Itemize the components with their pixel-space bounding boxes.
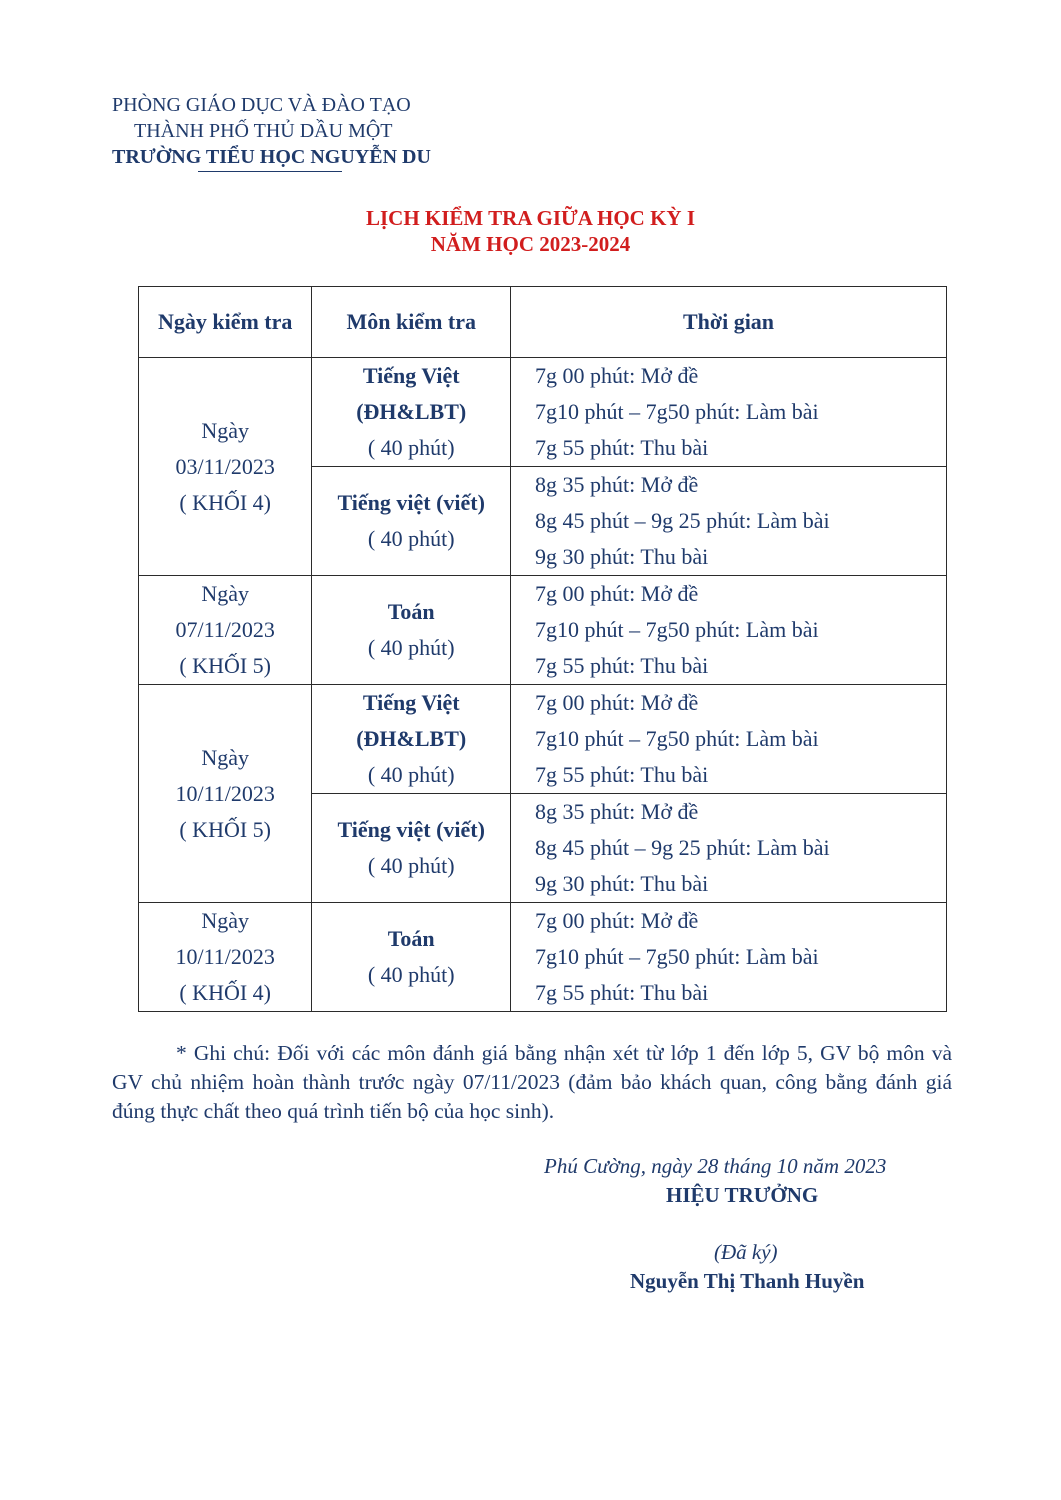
exam-date-line: 10/11/2023 <box>175 780 275 806</box>
subject-name: Tiếng Việt <box>362 363 460 388</box>
subject-duration: ( 40 phút) <box>367 853 455 878</box>
time-line: 7g 00 phút: Mở đề <box>535 690 699 715</box>
subject-duration: ( 40 phút) <box>367 526 455 551</box>
exam-date-line: Ngày <box>201 908 250 933</box>
table-body <box>139 358 947 1012</box>
signed-mark: (Đã ký) <box>714 1240 778 1264</box>
time-line: 7g 00 phút: Mở đề <box>535 363 699 388</box>
header-date: Ngày kiểm tra <box>139 287 312 358</box>
exam-date-cell <box>139 903 312 1012</box>
document-title <box>0 205 1061 257</box>
time-line: 8g 35 phút: Mở đề <box>535 472 699 497</box>
subject-name: Tiếng Việt <box>362 690 460 715</box>
time-line: 8g 45 phút – 9g 25 phút: Làm bài <box>535 835 830 860</box>
time-line: 9g 30 phút: Thu bài <box>535 544 709 569</box>
exam-date-line: ( KHỐI 5) <box>179 816 272 842</box>
header-subject: Môn kiểm tra <box>312 287 511 358</box>
subject-cell <box>312 467 511 576</box>
exam-date-cell <box>139 358 312 576</box>
subject-duration: ( 40 phút) <box>367 762 455 787</box>
time-cell <box>511 576 947 685</box>
time-line: 7g 55 phút: Thu bài <box>535 980 709 1005</box>
time-cell <box>511 903 947 1012</box>
subject-name: Tiếng việt (viết) <box>337 817 485 842</box>
time-line: 7g10 phút – 7g50 phút: Làm bài <box>535 399 819 424</box>
subject-cell <box>312 903 511 1012</box>
exam-date-cell <box>139 576 312 685</box>
exam-schedule-table <box>138 286 947 1012</box>
time-line: 7g10 phút – 7g50 phút: Làm bài <box>535 617 819 642</box>
subject-duration: ( 40 phút) <box>367 635 455 660</box>
subject-name: (ĐH&LBT) <box>356 399 467 424</box>
exam-date-line: Ngày <box>201 581 250 606</box>
time-cell <box>511 685 947 794</box>
time-line: 7g 55 phút: Thu bài <box>535 762 709 787</box>
place-date: Phú Cường, ngày 28 tháng 10 năm 2023 <box>544 1154 887 1178</box>
issuer-header <box>112 92 431 170</box>
header-underline <box>198 171 342 172</box>
city-name: THÀNH PHỐ THỦ DẦU MỘT <box>134 120 393 142</box>
time-line: 7g 00 phút: Mở đề <box>535 908 699 933</box>
exam-date-line: ( KHỐI 4) <box>179 489 272 515</box>
time-line: 7g10 phút – 7g50 phút: Làm bài <box>535 944 819 969</box>
school-name <box>112 144 431 170</box>
subject-name: Toán <box>387 926 435 951</box>
time-line: 7g 55 phút: Thu bài <box>535 653 709 678</box>
exam-date-line: ( KHỐI 5) <box>179 653 272 678</box>
time-line: 7g 00 phút: Mở đề <box>535 581 699 606</box>
subject-duration: ( 40 phút) <box>367 435 455 460</box>
subject-name: Tiếng việt (viết) <box>337 490 485 515</box>
time-cell <box>511 467 947 576</box>
table-row <box>139 903 947 1012</box>
time-cell <box>511 358 947 467</box>
header-time: Thời gian <box>511 287 947 358</box>
subject-name: Toán <box>387 599 435 624</box>
subject-cell <box>312 794 511 903</box>
title-line-1: LỊCH KIỂM TRA GIỮA HỌC KỲ I <box>365 206 696 230</box>
table-row <box>139 576 947 685</box>
exam-date-line: 07/11/2023 <box>175 617 275 642</box>
note-paragraph: * Ghi chú: Đối với các môn đánh giá bằng nhận xét từ lớp 1 đến lớp 5, GV bộ môn và GV chủ nhiệm hoàn thành trước ngày 07/11/2023 (đảm bảo khách quan, công bằng đánh giá đúng thực chất theo quá trình tiến bộ của học sinh). <box>112 1041 952 1123</box>
subject-cell <box>312 358 511 467</box>
subject-cell <box>312 576 511 685</box>
signer-role: HIỆU TRƯỞNG <box>666 1183 819 1207</box>
exam-date-line: Ngày <box>201 417 250 443</box>
table-row <box>139 685 947 794</box>
department-name: PHÒNG GIÁO DỤC VÀ ĐÀO TẠO <box>112 94 411 116</box>
time-cell <box>511 794 947 903</box>
table-row <box>139 358 947 467</box>
school-name-text: TRƯỜNG TIỂU HỌC NGUYỄN DU <box>112 146 431 168</box>
exam-date-cell <box>139 685 312 903</box>
subject-cell <box>312 685 511 794</box>
exam-date-line: Ngày <box>201 744 250 770</box>
subject-name: (ĐH&LBT) <box>356 726 467 751</box>
exam-date-line: 10/11/2023 <box>175 944 275 969</box>
signer-name: Nguyễn Thị Thanh Huyền <box>630 1269 865 1293</box>
subject-duration: ( 40 phút) <box>367 962 455 987</box>
time-line: 9g 30 phút: Thu bài <box>535 871 709 896</box>
table-header-row <box>139 287 947 358</box>
time-line: 8g 45 phút – 9g 25 phút: Làm bài <box>535 508 830 533</box>
time-line: 7g 55 phút: Thu bài <box>535 435 709 460</box>
signature-block <box>540 1152 960 1296</box>
time-line: 8g 35 phút: Mở đề <box>535 799 699 824</box>
exam-date-line: ( KHỐI 4) <box>179 980 272 1005</box>
title-line-2: NĂM HỌC 2023-2024 <box>430 232 631 256</box>
time-line: 7g10 phút – 7g50 phút: Làm bài <box>535 726 819 751</box>
exam-date-line: 03/11/2023 <box>175 453 275 479</box>
